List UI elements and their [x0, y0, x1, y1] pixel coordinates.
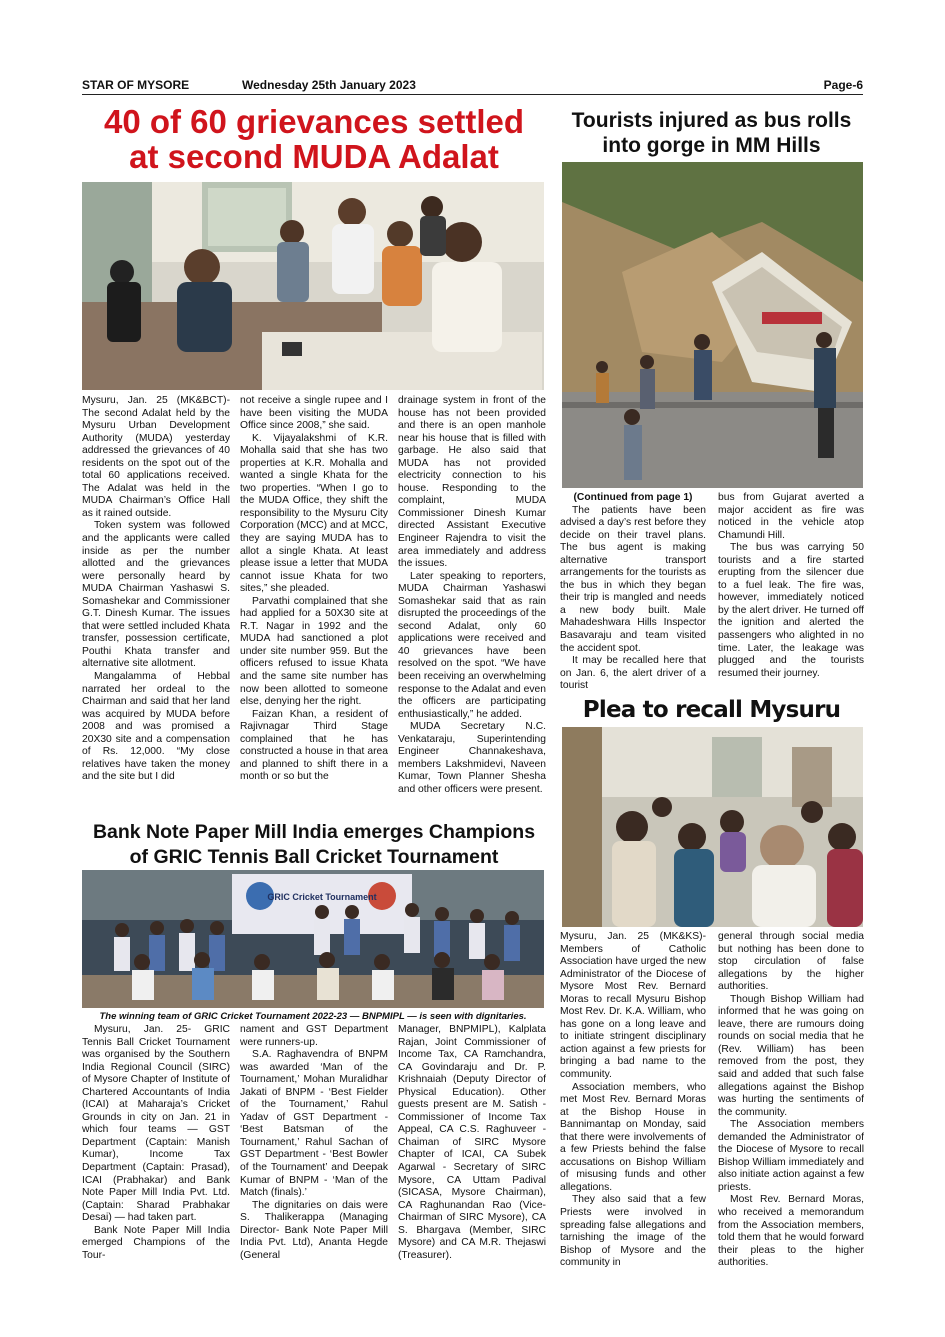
cricket-photo-caption: The winning team of GRIC Cricket Tournament 2022-23 — BNPMIPL — is seen with dignitaries.: [99, 1011, 527, 1022]
bus-photo: [562, 162, 863, 488]
bishop-column-2: general through social media but nothing has been done to stop circulation of false allegations by the higher authorities. Though Bishop William had informed that he was going on leave, there are rumours doing rounds on social media that he (Rev. William) has been removed from the post, they said and added that such false allegations against the Bishop was hurting the sentiments of the community. The Association members demanded the Administrator of the Diocese of Mysore to recall Bishop William immediately and also initiate action against a few priests. Most Rev. Bernard Moras, who received a memorandum from the Association members, told them that he would forward their pleas to the higher authorities.: [718, 931, 864, 1269]
bishop-column-1: Mysuru, Jan. 25 (MK&KS)- Members of Catholic Association have urged the new Administrator of the Diocese of Mysore Most Rev. Bernard Moras to recall Mysuru Bishop Most Rev. Dr. K.A. William, who has gone on a long leave and to initiate stringent disciplinary action against a few priests for bringing a bad name to the community. Association members, who met Most Rev. Bernard Moras at the Bishop House in Bannimantap on Monday, said that there were involvements of a few Priests behind the false accusations on Bishop William of misusing funds and other allegations. They also said that a few Priests were involved in spreading false allegations and tarnishing the image of the Bishop of Mysore and the community in: [560, 931, 706, 1269]
cricket-photo: [82, 870, 544, 1008]
bishop-headline: Plea to recall Mysuru: [582, 697, 841, 723]
bus-column-1: (Continued from page 1) The patients have been advised a day’s rest before they decide on their travel plans. The bus agent is making alternative transport arrangements for the tourists as the bus in which they began their trip is mangled and needs a new body built. Male Mahadeshwara Hills Inspector Basavaraju and team visited the accident spot. It may be recalled here that on Jan. 6, the alert driver of a tourist: [560, 492, 706, 692]
bus-column-2: bus from Gujarat averted a major accident as fire was noticed in the vehicle atop Chamundi Hill. The bus was carrying 50 tourists and a fire started erupting from the silencer due to a fuel leak. The fire was, however, immediately noticed by the alert driver. He turned off the ignition and alerted the passengers who alighted in no time. Later, the leakage was plugged and the tourists resumed their journey.: [718, 492, 864, 679]
paper-name: STAR OF MYSORE: [82, 78, 190, 92]
cricket-column-3: Manager, BNPMIPL), Kalplata Rajan, Joint Commissioner of Income Tax, CA Ramchandra, CA Govindaraju and Dr. P. Krishnaiah (Deputy Director of Physical Education). Other guests present are M. Satish - Commissioner of Income Tax Appeal, CA C.S. Raghuveer - Chaiman of SIRC Mysore Chapter of ICAI, CA Subek Agarwal - Secretary of SIRC Mysore, CA Uttam Padival (SICASA, Mysore Chairman), CA Raghunandan Rao (Vice-Chairman of SIRC Mysore), CA S. Bhargava (Member, SIRC Mysore) and CA M.R. Thejaswi (Treasurer).: [398, 1024, 546, 1261]
bishop-photo: [562, 727, 863, 927]
cricket-headline: Bank Note Paper Mill India emerges Champions of GRIC Tennis Ball Cricket Tournament: [92, 821, 536, 868]
cricket-banner-text: GRIC Cricket Tournament: [267, 892, 377, 902]
muda-column-3: drainage system in front of the house has not been provided and there is an open manhole near his house that is filled with garbage. He also said that MUDA has not provided electricity connection to his house. Responding to the complaint, MUDA Commissioner Dinesh Kumar directed Assistant Executive Engineer Rajendra to visit the area immediately and address the issues. Later speaking to reporters, MUDA Chairman Yashaswi Somashekar said that as rain disrupted the proceedings of the second Adalat, only 60 applications were received and 40 grievances have been resolved on the spot. “We have been receiving an overwhelming response to the Adalat and even the officers are participating enthusiastically,” he added. MUDA Secretary N.C. Venkataraju, Superintending Engineer Channakeshava, members Lakshmidevi, Naveen Kumar, Town Planner Shesha and other officers were present.: [398, 395, 546, 795]
issue-date: Wednesday 25th January 2023: [242, 78, 416, 92]
continued-note: (Continued from page 1): [573, 492, 693, 503]
cricket-column-1: Mysuru, Jan. 25- GRIC Tennis Ball Cricket Tournament was organised by the Southern India Regional Council (SIRC) of Mysore Chapter of Institute of Chartered Accountants of India (ICAI) at Maharaja’s Cricket Grounds in city on Jan. 21 in which four teams — GST Department (Captain: Manish Kumar), Income Tax Department (Captain: Prasad), ICAI (Prabhakar) and Bank Note Paper Mill India Pvt. Ltd. (Captain: Sharad Prabhakar Desai) — had taken part. Bank Note Paper Mill India emerged Champions of the Tour-: [82, 1024, 230, 1261]
masthead: [82, 76, 863, 96]
page-number: Page-6: [823, 78, 863, 92]
muda-photo: [82, 182, 544, 390]
muda-headline: 40 of 60 grievances settled at second MUDA Adalat: [103, 103, 525, 175]
cricket-column-2: nament and GST Department were runners-up. S.A. Raghavendra of BNPM was awarded ‘Man of the Tournament,’ Mohan Muralidhar Jakati of BNPM - ‘Best Fielder of the Tournament,’ Rahul Yadav of GST Department - ‘Best Batsman of the Tournament,’ Rahul Sachan of GST Department - ‘Best Bowler of the Tournament’ and Deepak Kumar of BNPM - ‘Man of the Match (finals).’ The dignitaries on dais were S. Thalikerappa (Managing Director- Bank Note Paper Mill India Pvt. Ltd), Ananta Hegde (General: [240, 1024, 388, 1261]
muda-column-2: not receive a single rupee and I have been visiting the MUDA Office since 2008,” she said. K. Vijayalakshmi of K.R. Mohalla said that she has two properties at K.R. Mohalla and wanted a single Khata for the two properties. “When I go to the MUDA Office, they shift the responsibility to the Mysuru City Corporation (MCC) and at MCC, they are saying MUDA has to allot a single Khata. At least please issue a letter that MUDA cannot issue Khata for two sites,” she pleaded. Parvathi complained that she had applied for a 50X30 site at R.T. Nagar in 1992 and the MUDA had sanctioned a plot under site number 959. But the officers refused to issue Khata and the same site number has now been allotted to someone else, denying her the right. Faizan Khan, a resident of Rajivnagar Third Stage complained that he has constructed a house in that area and planned to shift there in a month or so but the: [240, 395, 388, 783]
bus-headline: Tourists injured as bus rolls into gorge in MM Hills: [571, 109, 852, 157]
masthead-rule: [82, 94, 863, 95]
muda-column-1: Mysuru, Jan. 25 (MK&BCT)- The second Adalat held by the Mysuru Urban Development Authority (MUDA) yesterday addressed the grievances of 40 residents on the spot out of the total 60 applications received. The Adalat was held in the MUDA Chairman’s Office Hall as it rained outside. Token system was followed and the applicants were called inside as per the number allotted and the grievances were personally heard by MUDA Chairman Yashaswi S. Somashekar and Commissioner G.T. Dinesh Kumar. The issues that were settled included Khata transfer, possession certificate, Pouthi Khata transfer and alternative site allotment. Mangalamma of Hebbal narrated her ordeal to the Chairman and said that her land was acquired by MUDA before 2008 and was promised a 20X30 site and a compensation of Rs. 12,000. “My close relatives have taken the money and the site but I did: [82, 395, 230, 783]
